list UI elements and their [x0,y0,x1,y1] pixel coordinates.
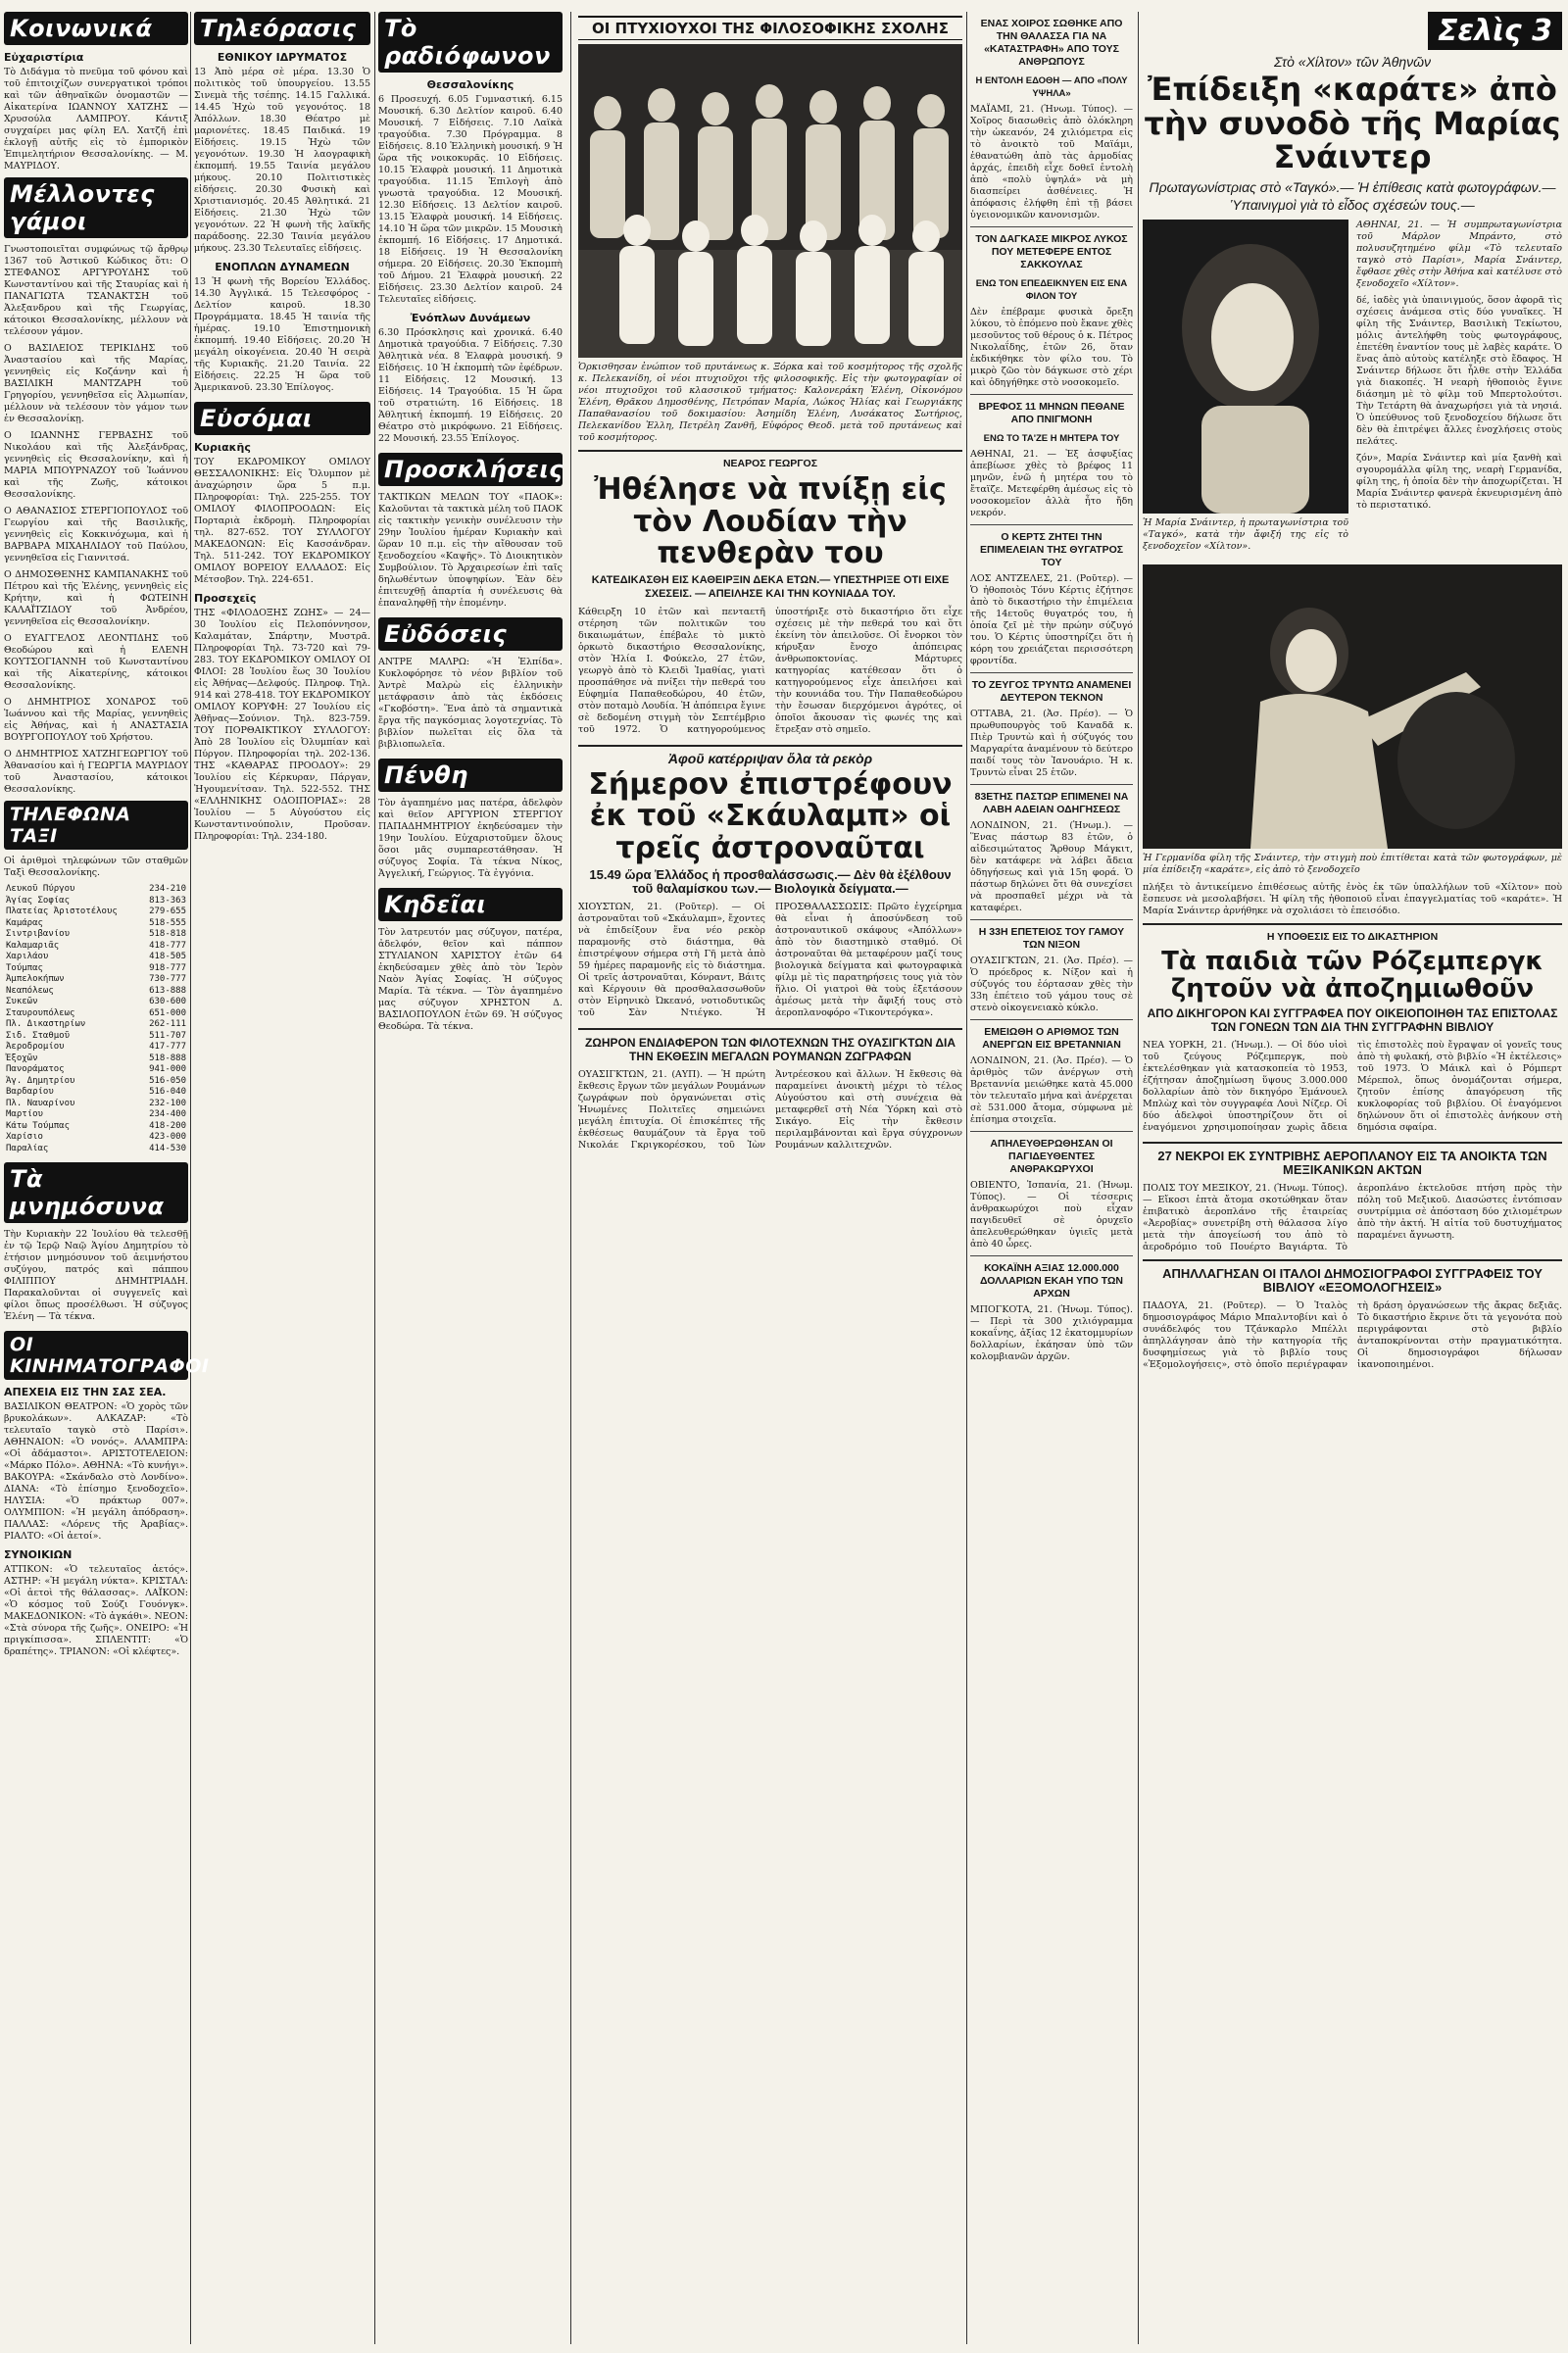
section-header-taxi: ΤΗΛΕΦΩΝΑ ΤΑΞΙ [4,801,188,850]
article-body [578,902,962,1022]
subheading: ΑΠΕΧΕΙΑ ΕΙΣ ΤΗΝ ΣΑΣ ΣΕΑ. [4,1386,167,1398]
article-text: ΜΠΟΓΚΟΤΑ, 21. (Ἡνωμ. Τύπος). — Περὶ τὰ 300 χιλιόγραμμα κοκαΐνης, ἀξίας 12 ἑκατομμυρίων δολλαρίων, ἐκάησαν ὑπὸ τῶν κολομβιανῶν ἀρχῶν. [970,1304,1133,1362]
divider [1143,1142,1562,1144]
article-text: Τὴν Κυριακὴν 22 Ἰουλίου θὰ τελεσθῇ ἐν τῷ Ἱερῷ Ναῷ Ἁγίου Δημητρίου τὸ ἐτήσιον μνημόσυνον τοῦ ἀειμνήστου συζύγου, πατρός καὶ πάππου ΦΙΛΙΠΠΟΥ ΔΗΜΗΤΡΙΑΔΗ. Παρακαλοῦνται οἱ συγγενεῖς καὶ φίλοι ὅπως προσέλθωσι. Ἡ σύζυγος Ἑλένη — Τὰ τέκνα. [4,1229,188,1322]
article-text: ΧΙΟΥΣΤΩΝ, 21. (Ροῦτερ). — Οἱ ἀστροναῦται τοῦ «Σκάυλαμπ», ἔχοντες νὰ ἐπιδείξουν ἕνα νέο ρεκὸρ παραμονῆς στὸ διάστημα, θὰ ἐπιστρέψουν σήμερα στὴ Γῆ μετὰ ἀπὸ 59 ἡμέρες παραμονῆς εἰς τὸ διάστημα. Οἱ τρεῖς ἀστροναῦται, Κόνραντ, Βάιτς καὶ Κέργουιν θὰ προσθαλασσωθοῦν στὸν Εἰρηνικὸ Ὠκεανό, νοτιοδυτικῶς τοῦ Σὰν Ντιέγκο. Ἡ ΠΡΟΣΘΑΛΑΣΣΩΣΙΣ: Πρῶτο ἐγχείρημα θὰ εἶναι ἡ ἀποσύνδεση τοῦ ἀστροναυτικοῦ σκάφους «Ἀπόλλων» ἀπὸ τὸν διαστημικὸ σταθμό. Οἱ ἀστροναῦται θὰ μεταφέρουν μαζί τους βιολογικὰ δείγματα καὶ φωτογραφικὰ φίλμ μὲ τὶς παρατηρήσεις τους γιὰ τὸν ἥλιο. Οἱ γιατροὶ θὰ τοὺς ἐξετάσουν ἀμέσως μετὰ τὴν ἄφιξή τους στὸ ἀεροπλανοφόρο «Τικοντερόγκα». [578,902,962,1019]
taxi-row [4,1019,188,1031]
marriage-notice: Ο ΔΗΜΟΣΘΕΝΗΣ ΚΑΜΠΑΝΑΚΗΣ τοῦ Πέτρου καὶ τῆς Ἑλένης, γεννηθεὶς εἰς Κρήτην, καὶ ἡ ΦΩΤΕΙΝΗ ΚΑΛΑΪΤΖΙΔΟΥ τοῦ Ἀνδρέου, γεννηθεῖσα εἰς Θεσσαλονίκην. [4,569,188,627]
taxi-intro: Οἱ ἀριθμοὶ τηλεφώνων τῶν σταθμῶν Ταξὶ Θεσσαλονίκης. [4,856,188,878]
headline: ΤΟΝ ΔΑΓΚΑΣΕ ΜΙΚΡΟΣ ΛΥΚΟΣ ΠΟΥ ΜΕΤΕΦΕΡΕ ΕΝΤΟΣ ΣΑΚΚΟΥΛΑΣ [975,233,1128,270]
marriage-notice: Ο ΙΩΑΝΝΗΣ ΓΕΡΒΑΣΗΣ τοῦ Νικολάου καὶ τῆς Ἀλεξάνδρας, γεννηθεὶς εἰς Θεσσαλονίκην, καὶ ἡ ΜΑΡΙΑ ΜΠΟΥΡΝΑΖΟΥ τοῦ Ἰωάννου καὶ τῆς Ζωῆς, κάτοικοι Θεσσαλονίκης. [4,430,188,500]
taxi-station: Ἁγ. Δημητρίου [6,1075,75,1086]
subheading: ΕΝΟΠΛΩΝ ΔΥΝΑΜΕΩΝ [215,261,350,273]
divider [578,1028,962,1030]
taxi-station: Νεαπόλεως [6,985,54,996]
taxi-phone: 630-600 [149,997,186,1006]
article-text: Τὸ Διδάγμα τὸ πνεῦμα τοῦ φόνου καὶ τοῦ ἐπιτοιχίζων συνεργατικοὶ τρόποι καὶ τῶν ἀθηναϊκῶν ὀνομαστῶν — Αἰκατερίνα ΙΩΑΝΝΟΥ ΧΑΤΖΗΣ — Χρυσούλα ΛΑΜΠΡΟΥ. Κάντιξ συγχαίρει μας φίλη ΕΛ. Χατζῆ ἐπὶ ἐκλογῇ αὐτῆς εἰς τὸ ἐμπορικὸν Ἐπιμελητήριον Θεσσαλονίκης. — Μ. ΜΑΥΡΙΔΟΥ. [4,67,188,172]
subheading: Ἐνόπλων Δυνάμεων [410,312,531,324]
deck: ΚΑΤΕΔΙΚΑΣΘΗ ΕΙΣ ΚΑΘΕΙΡΞΙΝ ΔΕΚΑ ΕΤΩΝ.— ΥΠΕΣΤΗΡΙΞΕ ΟΤΙ ΕΙΧΕ ΣΧΕΣΕΙΣ. — ΑΠΕΙΛΗΣΕ ΚΑΙ ΤΗΝ ΚΟΥΝΙΑΔΑ ΤΟΥ. [591,574,950,601]
column-2 [194,12,370,2346]
subheadline: ΕΝΩ ΤΟΝ ΕΠΕΔΕΙΚΝΥΕΝ ΕΙΣ ΕΝΑ ΦΙΛΟΝ ΤΟΥ [975,278,1128,302]
subheadline: ΕΝΩ ΤΟ ΤΑ'ΖΕ Η ΜΗΤΕΡΑ ΤΟΥ [983,433,1120,444]
taxi-station: Κάτω Τούμπας [6,1120,71,1131]
taxi-phone: 417-777 [149,1042,186,1052]
taxi-row [4,963,188,975]
kicker: Η ΥΠΟΘΕΣΙΣ ΕΙΣ ΤΟ ΔΙΚΑΣΤΗΡΙΟΝ [1266,930,1439,943]
section-header-proskliseis: Προσκλήσεις [378,453,563,486]
taxi-row [4,952,188,963]
article-text: δέ, ἰαδὲς γιὰ ὑπαινιγμούς, ὅσον ἀφορᾶ τὶς σχέσεις ἀνάμεσα στὶς δύο γυναῖκες. Ἡ φίλη τῆς Σνάιντερ, Βασιλικὴ Τεκίωτου, μόλις ἀντελήφθη τοὺς φωτογράφους, ἐπετέθη ἐναντίον τους μὲ λαβὲς καράτε. Ὁ ἕνας ἀπὸ αὐτοὺς κατέληξε στὸ ἔδαφος. Ἡ Σνάιντερ δήλωσε ὅτι ἦλθε στὴν Ἑλλάδα γιὰ διακοπές. Ἡ νεαρὴ ἠθοποιὸς ἔγινε διάσημη μὲ τὸ φίλμ τοῦ Μπερτολούτσι. Τὴν Τετάρτη θὰ ἀναχωρήσει γιὰ τὰ νησιά. Ὁ ὑπεύθυνος τοῦ ξενοδοχείου δήλωσε ὅτι δὲν θὰ ἐπιτρέψει ἄλλες ἐνοχλήσεις στοὺς πελάτες. [1356,294,1562,447]
column-3 [378,12,563,2346]
column-rule [374,12,375,2344]
schneider-photo [1143,220,1348,514]
headline: Σήμερον ἐπιστρέφουν ἐκ τοῦ «Σκάυλαμπ» οἱ τρεῖς ἀστροναῦται [588,766,953,865]
taxi-row [4,929,188,941]
article-text: Τὸν λατρευτόν μας σύζυγον, πατέρα, ἀδελφόν, θεῖον καὶ πάππον ΣΤΥΛΙΑΝΟΝ ΧΑΡΙΣΤΟΥ ἐτῶν 64 ἐκηδεύσαμεν χθὲς ἀπὸ τὸν Ἱερὸν Ναὸν Ἁγίας Σοφίας. Ἡ σύζυγος Μαρία. Τὰ τέκνα. — Τὸν ἀγαπημένο μας σύζυγον ΧΡΗΣΤΟΝ Δ. ΒΑΣΙΛΟΠΟΥΛΟΝ ἐτῶν 69. Ἡ σύζυγος Θεοδώρα. Τὰ τέκνα. [378,927,563,1032]
article-text: ΛΟΝΔΙΝΟΝ, 21. (Ἀσ. Πρέσ). — Ὁ ἀριθμὸς τῶν ἀνέργων στὴ Βρεταννία μειώθηκε κατὰ 45.000 τὸν τελευταῖο μήνα καὶ ἀνέρχεται σὲ 531.000 ἄτομα, σύμφωνα μὲ ἐπίσημα στοιχεῖα. [970,1055,1133,1125]
headline: ΑΠΗΛΕΥΘΕΡΩΘΗΣΑΝ ΟΙ ΠΑΓΙΔΕΥΘΕΝΤΕΣ ΑΝΘΡΑΚΩΡΥΧΟΙ [990,1138,1113,1175]
page-masthead: Σελὶς 3 [1428,12,1562,50]
taxi-row [4,986,188,998]
article-text: ΤΑΚΤΙΚΩΝ ΜΕΛΩΝ ΤΟΥ «ΠΑΟΚ»: Καλοῦνται τὰ τακτικὰ μέλη τοῦ ΠΑΟΚ εἰς τακτικὴν γενικὴν συνέλευσιν τὴν 29ην Ἰουλίου ἡμέραν Κυριακὴν καὶ ὥραν 10 π.μ. εἰς τὴν αἴθουσαν τοῦ ξενοδοχείου «Καψῆς». Τὸ Διοικητικὸν Συμβούλιον. Τὸ Ἀρχαιρεσίων ἐπὶ ταῖς δηλωθέντων ὑποψηφίων. Ἐὰν δὲν ἐπιτευχθῇ ἀπαρτία ἡ συνέλευσις θὰ ἐπαναληφθῇ τὴν ἑπομένην. [378,492,563,609]
tv-listing: 13 Ἡ φωνὴ τῆς Βορείου Ἑλλάδος. 14.30 Ἀγγλικά. 15 Τελεσφόρος - Δελτίον καιροῦ. 18.30 Προγράμματα. 18.45 Ἡ ταινία τῆς ἡμέρας. 19.10 Ἐπιστημονικὴ ἐκπομπή. 19.40 Εἰδήσεις. 20.20 Ἡ μεγάλη οἰκογένεια. 20.40 Ἡ σειρὰ τῆς Κυριακῆς. 21.20 Ταινία. 22 Εἰδήσεις. 22.25 Ἡ ὥρα τοῦ Ἀμερικανοῦ. 23.30 Ἐπίλογος. [194,276,370,393]
subheading: Εὐχαριστίρια [4,51,84,64]
taxi-station: Πανοράματος [6,1064,65,1074]
divider [1143,1259,1562,1261]
article-text: ΑΘΗΝΑΙ, 21. — Ἡ συμπρωταγωνίστρια τοῦ Μάρλον Μπράντο, στὸ πολυσυζητημένο φίλμ «Τὸ τελευταῖο ταγκὸ στὸ Παρίσι», Μαρία Σνάιντερ, ἔφθασε χθὲς στὴν Ἀθήνα καὶ κατέλυσε στὸ ξενοδοχεῖο «Χίλτον». [1356,219,1562,289]
photo-caption: Ὁρκισθησαν ἐνώπιον τοῦ πρυτάνεως κ. Ξόρκα καὶ τοῦ κοσμήτορος τῆς σχολῆς κ. Πελεκανίδη, οἱ νέοι πτυχιοῦχοι τῆς φιλοσοφικῆς. Εἰς τὴν φωτογραφίαν οἱ νέοι πτυχιοῦχοι τοῦ κλασσικοῦ τμήματος: Καλονεράκη Ἑλένη, Οἰκονόμου Ἑλένη, Θρᾶκου Δημοσθένης, Πετρόπαν Μαρία, Λώκος Ἠλίας καὶ Γεωργιάκης Παπαθανασίου τοῦ δοκιμασίου: Ἀσημίδη Ἑλένη, Λυσάκατος Σωτήριος, Πελεκανίδου Ἐλλη, Πετρέλη Ζανθῆ, Εὐφόρος Θεοδ. μετὰ τοῦ πρυτάνεως καὶ τοῦ κοσμήτορος. [578,362,962,444]
kicker: Στὸ «Χίλτον» τῶν Ἀθηνῶν [1273,54,1432,70]
subheading: Κυριακῆς [194,441,251,454]
taxi-phone: 234-210 [149,884,186,894]
taxi-phone: 232-100 [149,1098,186,1108]
article-text: ΝΕΑ ΥΟΡΚΗ, 21. (Ἡνωμ.). — Οἱ δύο υἱοὶ τοῦ ζεύγους Ρόζεμπεργκ, ποὺ ἐκτελέσθηκαν γιὰ κατασκοπεία τὸ 1953, ἐζήτησαν ἀποζημίωση ὕψους 3.000.000 δολλαρίων ἀπὸ τὸν δικηγόρο Ἐμάνουελ Μπλὼχ καὶ τὸν συγγραφέα Λουὶ Νίζερ. Οἱ δύο ἀδελφοὶ ὑποστηρίζουν ὅτι οἱ ἐναγόμενοι χρησιμοποίησαν χωρὶς ἄδεια τὶς ἐπιστολὲς ποὺ ἔγραψαν οἱ γονεῖς τους ἀπὸ τὴ φυλακή, στὸ βιβλίο «Ἡ ἐκτέλεσις» τοῦ 1973. Ὁ Μάικλ καὶ ὁ Ρόμπερτ Μέρεπολ, ὅπως ὀνομάζονται σήμερα, ζητοῦν ἐπίσης ἀπαγόρευση τῆς κυκλοφορίας τοῦ βιβλίου. Οἱ ἐναγόμενοι δηλώνουν ὅτι οἱ ἐπιστολὲς ἀνήκουν στὴ δημόσια σφαίρα. [1143,1039,1562,1133]
taxi-station: Τούμπας [6,962,43,973]
divider [578,450,962,452]
subheading: ΣΥΝΟΙΚΙΩΝ [4,1548,73,1561]
taxi-table [4,884,188,1154]
column-4 [578,12,962,2346]
taxi-station: Βαρδαρίου [6,1087,54,1097]
column-rule [190,12,191,2344]
section-header-mnimosyna: Τὰ μνημόσυνα [4,1162,188,1223]
section-header-tileorasis: Τηλεόρασις [194,12,370,45]
headline: Ο ΚΕΡΤΣ ΖΗΤΕΙ ΤΗΝ ΕΠΙΜΕΛΕΙΑΝ ΤΗΣ ΘΥΓΑΤΡΟΣ ΤΟΥ [979,531,1124,568]
marriage-notice: Γνωστοποιεῖται συμφώνως τῷ ἄρθρῳ 1367 τοῦ Ἀστικοῦ Κώδικος ὅτι: Ο ΣΤΕΦΑΝΟΣ ΑΡΓΥΡΟΥΔΗΣ τοῦ Κωνσταντίνου καὶ τῆς Σταυρίας καὶ ἡ ΠΑΝΑΓΙΩΤΑ ΤΣΑΝΑΚΤΣΗ τοῦ Ἀλεξανδρου καὶ τῆς Γεωργίας, κάτοικοι Θεσσαλονίκης, μέλλουν νὰ τελέσουν γάμον. [4,244,188,337]
divider [970,226,1133,227]
divider [970,394,1133,395]
taxi-station: Παραλίας [6,1143,49,1153]
article-body [1143,1300,1562,1374]
taxi-row [4,1031,188,1043]
column-6 [1143,12,1562,2346]
column-rule [1138,12,1139,2344]
article-text: ΠΟΛΙΣ ΤΟΥ ΜΕΞΙΚΟΥ, 21. (Ἡνωμ. Τύπος). — Εἴκοσι ἑπτὰ ἄτομα σκοτώθηκαν ὅταν ἐπιβατικὸ ἀεροπλάνο τῆς ἑταιρείας «Ἀεροβίας» συνετρίβη στὴ θάλασσα λίγο μετὰ τὴν ἀπογείωσή του ἀπὸ τὸ ἀεροδρόμιο τοῦ Πουέρτο Βαγιάρτα. Τὸ ἀεροπλάνο ἐκτελοῦσε πτήση πρὸς τὴν πόλη τοῦ Μεξικοῦ. Διασώστες ἐντόπισαν συντρίμμια σὲ ἀπόσταση δύο χιλιομέτρων ἀπὸ τὴν ἀκτή. Ἡ αἰτία τοῦ δυστυχήματος παραμένει ἄγνωστη. [1143,1183,1562,1253]
headline: Η 33Η ΕΠΕΤΕΙΟΣ ΤΟΥ ΓΑΜΟΥ ΤΩΝ ΝΙΞΟΝ [978,926,1125,951]
taxi-phone: 516-040 [149,1087,186,1097]
photo-story-title: ΟΙ ΠΤΥΧΙΟΥΧΟΙ ΤΗΣ ΦΙΛΟΣΟΦΙΚΗΣ ΣΧΟΛΗΣ [578,16,962,40]
marriage-notice: Ο ΔΗΜΗΤΡΙΟΣ ΧΑΤΖΗΓΕΩΡΓΙΟΥ τοῦ Ἀθανασίου καὶ ἡ ΓΕΩΡΓΙΑ ΜΑΥΡΙΔΟΥ τοῦ Ἀναστασίου, κάτοικοι Θεσσαλονίκης. [4,749,188,795]
deck: 15.49 ὥρα Ἑλλάδος ἡ προσθαλάσσωσις.— Δὲν θὰ ἐξέλθουν τοῦ θαλαμίσκου των.— Βιολογικὰ δείγματα.— [589,867,952,897]
headline: Τὰ παιδιὰ τῶν Ρόζεμπεργκ ζητοῦν νὰ ἀποζημιωθοῦν [1161,946,1544,1004]
taxi-phone: 516-050 [149,1075,186,1086]
divider [970,524,1133,525]
taxi-row [4,1042,188,1054]
taxi-row [4,1144,188,1155]
taxi-station: Σιδ. Σταθμοῦ [6,1030,71,1041]
taxi-phone: 651-000 [149,1007,186,1018]
divider [970,1255,1133,1256]
article-text: ΟΥΑΣΙΓΚΤΩΝ, 21. (Ἀσ. Πρέσ). — Ὁ πρόεδρος κ. Νίξον καὶ ἡ σύζυγός του ἑόρτασαν χθὲς τὴν 33η ἐπέτειο τοῦ γάμου τους σὲ στενὸ οἰκογενειακὸ κύκλο. [970,956,1133,1013]
taxi-station: Λευκοῦ Πύργου [6,884,75,894]
cinema-listing: ΒΑΣΙΛΙΚΟΝ ΘΕΑΤΡΟΝ: «Ὁ χορὸς τῶν βρυκολάκων». ΑΛΚΑΖΑΡ: «Τὸ τελευταῖο ταγκὸ στὸ Παρίσι». ΑΘΗΝΑΙΟΝ: «Ὁ νονός». ΑΛΑΜΠΡΑ: «Οἱ ἀδάμαστοι». ΑΡΙΣΤΟΤΕΛΕΙΟΝ: «Μάρκο Πόλο». ΑΘΗΝΑ: «Τὸ κυνήγι». ΒΑΚΟΥΡΑ: «Σκάνδαλο στὸ Λονδίνο». ΔΙΑΝΑ: «Τὸ ἐπίσημο ξενοδοχεῖο». ΗΛΥΣΙΑ: «Ὁ πράκτωρ 007». ΟΛΥΜΠΙΟΝ: «Ἡ μεγάλη ἀπόδραση». ΠΑΛΛΑΣ: «Λόρενς τῆς Ἀραβίας». ΡΙΑΛΤΟ: «Οἱ ἀετοί». [4,1401,188,1542]
article-body [578,607,962,739]
taxi-phone: 918-777 [149,962,186,973]
divider [970,919,1133,920]
photo-caption: Ἡ Γερμανίδα φίλη τῆς Σνάιντερ, τὴν στιγμὴ ποὺ ἐπιτίθεται κατὰ τῶν φωτογράφων, μὲ μία ἐπίδειξη «καράτε», εἰς ἀπὸ τὸ ξενοδοχεῖο [1143,852,1562,875]
taxi-station: Καλαμαριᾶς [6,940,60,951]
column-rule [570,12,571,2344]
column-5 [970,12,1133,2346]
divider [970,784,1133,785]
headline: ΚΟΚΑΪΝΗ ΑΞΙΑΣ 12.000.000 ΔΟΛΛΑΡΙΩΝ ΕΚΑΗ ΥΠΟ ΤΩΝ ΑΡΧΩΝ [980,1262,1123,1299]
karate-photo [1143,564,1562,849]
article-text: ΜΑΪΑΜΙ, 21. (Ἡνωμ. Τύπος). — Χοῖρος διασωθεὶς ἀπὸ ὁλόκληρη τὴν ὠκεανόν, 24 χιλιόμετρα εἰς τὸ ἀνοικτὸ τοῦ Μαϊάμι, ἐθανατώθη ἀπὸ τὰς ἀρμοδίας ἀρχάς, ἐπειδὴ εἶχε δοθεῖ ἐντολὴ ἀπὸ «πολὺ ὑψηλά» νὰ μὴ διασπείρει ἀσθένειες. Ἡ ἀπόφασις ἐλήφθη ἐπὶ τῇ βάσει ὑγειονομικῶν κανονισμῶν. [970,104,1133,221]
taxi-phone: 518-818 [149,929,186,939]
marriage-notice: Ο ΒΑΣΙΛΕΙΟΣ ΤΕΡΙΚΙΔΗΣ τοῦ Ἀναστασίου καὶ τῆς Μαρίας, γεννηθεὶς εἰς Κοζάνην καὶ ἡ ΒΑΣΙΛΙΚΗ ΜΑΝΤΖΑΡΗ τοῦ Γρηγορίου, γεννηθεῖσα εἰς Ἀλμωπίαν, μέλλουν νὰ τελέσουν τὸν γάμον των ἐν Θεσσαλονίκῃ. [4,343,188,424]
taxi-phone: 234-400 [149,1109,186,1119]
taxi-station: Καμάρας [6,917,43,928]
section-header-cinemas: ΟΙ ΚΙΝΗΜΑΤΟΓΡΑΦΟΙ [4,1331,188,1380]
article-text: Τὸν ἀγαπημένο μας πατέρα, ἀδελφὸν καὶ θεῖον ΑΡΓΥΡΙΟΝ ΣΤΕΡΓΙΟΥ ΠΑΠΑΔΗΜΗΤΡΙΟΥ ἐκηδεύσαμεν τὴν 19ην Ἰουλίου. Εὐχαριστοῦμεν ὅλους ὅσοι μᾶς συμπαρεστάθησαν. Ἡ σύζυγος Σοφία. Τὰ τέκνα Νίκος, Ἀγγελική, Γεώργιος. Τὰ ἐγγόνια. [378,798,563,879]
taxi-phone: 511-707 [149,1030,186,1041]
graduates-photo-svg [578,44,962,358]
divider [970,1019,1133,1020]
article-body [1143,1040,1562,1137]
taxi-station: Ἀεροδρομίου [6,1042,65,1052]
tv-listing: 13 Ἀπὸ μέρα σὲ μέρα. 13.30 Ὁ πολιτικὸς τοῦ ὑπουργείου. 13.55 Σινεμὰ τῆς τσέπης. 14.15 Γαλλικά. 14.45 Ἠχὼ τοῦ γεγονότος. 18 Ἀπόλλων. 18.30 Θέατρο μὲ μαριονέτες. 18.45 Παιδικά. 19 Εἰδήσεις. 19.15 Ἠχὼ τῶν γεγονότων. 19.30 Ἡ λαογραφικὴ ἐκπομπή. 19.55 Ταινία μεγάλου μήκους. 20.10 Πολιτιστικὲς εἰδήσεις. 20.30 Φυσικὴ καὶ Χριστιανισμός. 20.45 Ἀθλητικά. 21 Εἰδήσεις. 21.30 Ἠχὼ τῶν γεγονότων. 22 Ἡ φωνὴ τῆς λαϊκῆς παράδοσης. 22.30 Ταινία μεγάλου μήκους. 23.30 Τελευταῖες εἰδήσεις. [194,67,370,254]
taxi-row [4,1054,188,1065]
headline: Ἠθέλησε νὰ πνίξῃ εἰς τὸν Λουδίαν τὴν πενθερὰν του [594,472,947,570]
article-body [578,1069,962,1154]
taxi-station: Ἁγίας Σοφίας [6,895,71,906]
taxi-row [4,1109,188,1121]
headline: ΒΡΕΦΟΣ 11 ΜΗΝΩΝ ΠΕΘΑΝΕ ΑΠΟ ΠΝΙΓΜΟΝΗ [978,401,1125,425]
marriage-notice: Ο ΔΗΜΗΤΡΙΟΣ ΧΟΝΔΡΟΣ τοῦ Ἰωάννου καὶ τῆς Μαρίας, γεννηθεὶς εἰς Ἀθήνας, καὶ ἡ ΑΝΑΣΤΑΣΙΑ ΒΟΥΡΓΟΠΟΥΛΟΥ τοῦ Χρήστου. [4,697,188,743]
taxi-phone: 418-505 [149,952,186,961]
taxi-station: Μαρτίου [6,1109,43,1119]
divider [970,1131,1133,1132]
taxi-row [4,896,188,907]
marriage-notice: Ο ΕΥΑΓΓΕΛΟΣ ΛΕΟΝΤΙΔΗΣ τοῦ Θεοδώρου καὶ ἡ ΕΛΕΝΗ ΚΟΥΤΣΟΓΙΑΝΝΗ τοῦ Κωνσταντίνου καὶ τῆς Αἰκατερίνης, κάτοικοι Θεσσαλονίκης. [4,633,188,691]
taxi-phone: 414-530 [149,1143,186,1153]
taxi-phone: 518-888 [149,1053,186,1063]
section-header-penthi: Πένθη [378,759,563,792]
headline: 27 ΝΕΚΡΟΙ ΕΚ ΣΥΝΤΡΙΒΗΣ ΑΕΡΟΠΛΑΝΟΥ ΕΙΣ ΤΑ ΑΝΟΙΚΤΑ ΤΩΝ ΜΕΞΙΚΑΝΙΚΩΝ ΑΚΤΩΝ [1157,1149,1547,1178]
section-header-gamoi: Μέλλοντες γάμοι [4,177,188,238]
taxi-row [4,1087,188,1099]
taxi-station: Ἀμπελοκήπων [6,974,65,984]
article-text: ΑΘΗΝΑΙ, 21. — Ἐξ ἀσφυξίας ἀπεβίωσε χθὲς τὸ βρέφος 11 μηνῶν, ἐνῶ ἡ μητέρα του τὸ ἔταϊζε. Μετεφέρθη ἀμέσως εἰς τὸ νοσοκομεῖον ἀλλὰ ἦτο ἤδη νεκρόν. [970,449,1133,518]
column-1 [4,12,210,2346]
taxi-row [4,1121,188,1133]
column-rule [966,12,967,2344]
excursion-listing: ΤΗΣ «ΦΙΛΟΔΟΞΗΣ ΖΩΗΣ» — 24—30 Ἰουλίου εἰς Πελοπόννησον, Καλαμάταν, Σπάρτην, Μυστρᾶ. Πληροφορίαι Τηλ. 73-720 καὶ 79-283. ΤΟΥ ΕΚΔΡΟΜΙΚΟΥ ΟΜΙΛΟΥ ΟΙ ΦΙΛΟΙ: 28 Ἰουλίου ἕως 30 Ἰουλίου εἰς Ἀθήνας—Δελφούς. Πληροφ. Τηλ. 914 καὶ 278-418. ΤΟΥ ΕΚΔΡΟΜΙΚΟΥ ΟΜΙΛΟΥ ΚΟΡΥΦΗ: 27 Ἰουλίου εἰς Ἀθῆνας—Σούνιον. Τηλ. 823-759. ΤΟΥ ΠΟΡΘΑΙΚΤΙΚΟΥ ΣΥΛΛΟΓΟΥ: Ἀπὸ 28 Ἰουλίου εἰς Ὀλυμπίαν καὶ Πύργον. Πληροφορίαι τηλ. 202-136. ΤΗΣ «ΚΑΘΑΡΑΣ ΠΡΟΟΔΟΥ»: 29 Ἰουλίου εἰς Κέρκυραν, Πάργαν, Ἠγουμενίτσαν. Τηλ. 522-552. ΤΗΣ «ΕΛΛΗΝΙΚΗΣ ΟΔΟΙΠΟΡΙΑΣ»: 28 Ἰουλίου — 5 Αὐγούστου εἰς Κωνσταντινούπολιν, Προῦσαν. Πληροφορίαι: Τηλ. 234-180. [194,608,370,842]
taxi-phone: 518-555 [149,917,186,928]
taxi-station: Χαριλάου [6,952,49,961]
taxi-station: Σιντριβανίου [6,929,71,939]
karate-photo-svg [1143,564,1562,849]
headline: ΕΜΕΙΩΘΗ Ο ΑΡΙΘΜΟΣ ΤΩΝ ΑΝΕΡΓΩΝ ΕΙΣ ΒΡΕΤΑΝΝΙΑΝ [982,1026,1121,1051]
headline: ΑΠΗΛΛΑΓΗΣΑΝ ΟΙ ΙΤΑΛΟΙ ΔΗΜΟΣΙΟΓΡΑΦΟΙ ΣΥΓΓΡΑΦΕΙΣ ΤΟΥ ΒΙΒΛΙΟΥ «ΕΞΟΜΟΛΟΓΗΣΕΙΣ» [1162,1266,1543,1296]
article-text: ΟΤΤΑΒΑ, 21. (Ἀσ. Πρέσ). — Ὁ πρωθυπουργὸς τοῦ Καναδᾶ κ. Πιὲρ Τρυντὼ καὶ ἡ σύζυγός του Μαργαρίτα ἀναμένουν τὸ δεύτερο παιδί τους τὸν Ἰανουάριο. Ἡ κ. Τρυντὼ εἶναι 25 ἐτῶν. [970,709,1133,778]
deck: ΑΠΟ ΔΙΚΗΓΟΡΟΝ ΚΑΙ ΣΥΓΓΡΑΦΕΑ ΠΟΥ ΟΙΚΕΙΟΠΟΙΗΘΗ ΤΑΣ ΕΠΙΣΤΟΛΑΣ ΤΩΝ ΓΟΝΕΩΝ ΤΩΝ ΔΙΑ ΤΗΝ ΣΥΓΓΡΑΦΗΝ ΒΙΒΛΙΟΥ [1147,1005,1558,1034]
section-header-kideies: Κηδεῖαι [378,888,563,921]
subheadline: Η ΕΝΤΟΛΗ ΕΔΟΘΗ — ΑΠΟ «ΠΟΛΥ ΥΨΗΛΑ» [975,75,1128,99]
taxi-row [4,884,188,896]
subheading: ΕΘΝΙΚΟΥ ΙΔΡΥΜΑΤΟΣ [217,51,348,64]
photo-caption: Ἡ Μαρία Σνάιντερ, ἡ πρωταγωνίστρια τοῦ «Ταγκό», κατὰ τὴν ἄφιξή της εἰς τὸ ξενοδοχεῖον «Χίλτον». [1143,516,1348,552]
marriage-notice: Ο ΑΘΑΝΑΣΙΟΣ ΣΤΕΡΓΙΟΠΟΥΛΟΣ τοῦ Γεωργίου καὶ τῆς Βασιλικῆς, γεννηθεὶς εἰς Κοκκινόχωμα, καὶ ἡ ΒΑΡΒΑΡΑ ΜΙΧΑΗΛΙΔΟΥ τοῦ Παύλου, γεννηθεῖσα εἰς Γιαννιτσά. [4,506,188,564]
article-text: ΠΑΔΟΥΑ, 21. (Ροῦτερ). — Ὁ Ἰταλὸς δημοσιογράφος Μάριο Μπαλντοβίνι καὶ ὁ συνάδελφός του Τζάνκαρλο Μπέλλι ἀπηλλάγησαν ἀπὸ τὴν κατηγορία τῆς δυσφημίσεως γιὰ τὸ βιβλίο τους «Ἐξομολογήσεις», στὸ ὁποῖο περιέγραφαν τὴ δράση ὀργανώσεων τῆς ἄκρας δεξιᾶς. Τὸ δικαστήριο ἔκρινε ὅτι τὰ γεγονότα ποὺ περιγράφονται στὸ βιβλίο ἀνταποκρίνονται στὴν πραγματικότητα. Οἱ δημοσιογράφοι δήλωσαν ἱκανοποιημένοι. [1143,1300,1562,1371]
taxi-phone: 262-111 [149,1019,186,1029]
taxi-station: Πλ. Ναυαρίνου [6,1098,75,1108]
taxi-row [4,907,188,918]
divider [578,745,962,747]
taxi-row [4,918,188,930]
radio-listing: 6 Προσευχή. 6.05 Γυμναστική. 6.15 Μουσική. 6.30 Δελτίον καιροῦ. 6.40 Μουσική. 7 Εἰδήσεις. 7.10 Λαϊκὰ τραγούδια. 7.30 Πρόγραμμα. 8 Εἰδήσεις. 8.10 Ἑλληνικὴ μουσική. 9 Ἡ ὥρα τῆς νοικοκυρᾶς. 10 Εἰδήσεις. 10.15 Ἐλαφρὰ μουσική. 11 Δημοτικὰ τραγούδια. 11.15 Ἐπιλογὴ ἀπὸ γνωστὰ τραγούδια. 12 Μουσική. 12.30 Εἰδήσεις. 13 Δελτίον καιροῦ. 13.15 Ἐλαφρὰ μουσική. 14 Εἰδήσεις. 14.10 Ἡ ὥρα τῶν μικρῶν. 15 Μουσικὴ ἐκπομπή. 16 Εἰδήσεις. 17 Δημοτικά. 18 Εἰδήσεις. 19 Ἡ Θεσσαλονίκη σήμερα. 20 Εἰδήσεις. 20.30 Ἐκπομπὴ τοῦ Δήμου. 21 Ἐλαφρὰ μουσική. 22 Εἰδήσεις. 23.30 Δελτίον καιροῦ. 24 Τελευταῖες εἰδήσεις. [378,94,563,305]
taxi-phone: 813-363 [149,895,186,906]
taxi-station: Πλατείας Ἀριστοτέλους [6,907,118,916]
headline: Ἐπίδειξη «καράτε» ἀπὸ τὴν συνοδὸ τῆς Μαρίας Σνάιντερ [1144,71,1561,176]
subheading: Θεσσαλονίκης [426,78,514,91]
section-header-radio: Τὸ ραδιόφωνον [378,12,563,73]
taxi-row [4,1008,188,1020]
taxi-phone: 279-655 [149,907,186,916]
taxi-station: Ἐξοχῶν [6,1053,38,1063]
graduates-photo [578,44,962,358]
taxi-row [4,1132,188,1144]
article-text: ζόν», Μαρία Σνάιντερ καὶ μία ξανθὴ καὶ σγουρομάλλα φίλη της, νεαρὴ Γερμανίδα, φίλη της, ἡ ὁποία δὲν τὴν ἀποχωρίζεται. Ἡ Μαρία Σνάιντερ φανερὰ ἐκνευρισμένη ἀπὸ τὸ περιστατικό. [1356,452,1562,511]
subheading: Προσεχεῖς [194,592,257,605]
radio-listing: 6.30 Πρόσκλησις καὶ χρονικά. 6.40 Δημοτικὰ τραγούδια. 7 Εἰδήσεις. 7.30 Ἀθλητικὰ νέα. 8 Ἐλαφρὰ μουσική. 9 Εἰδήσεις. 10 Ἡ ἐκπομπὴ τῶν ἐφέδρων. 11 Εἰδήσεις. 12 Μουσική. 13 Εἰδήσεις. 14 Τραγούδια. 15 Ἡ ὥρα τοῦ στρατιώτη. 16 Εἰδήσεις. 18 Ἀθλητική ἐκπομπή. 19 Εἰδήσεις. 20 Θέατρο στὸ μικρόφωνο. 21 Εἰδήσεις. 22 Μουσική. 23.55 Ἐπίλογος. [378,327,563,444]
headline: 83ΕΤΗΣ ΠΑΣΤΩΡ ΕΠΙΜΕΝΕΙ ΝΑ ΛΑΒΗ ΑΔΕΙΑΝ ΟΔΗΓΗΣΕΩΣ [974,791,1129,815]
deck: Πρωταγωνίστριας στὸ «Ταγκό».— Ἡ ἐπίθεσις κατὰ φωτογράφων.— Ὑπαινιγμοὶ γιὰ τὸ εἶδος σχέσεών τους.— [1149,178,1556,213]
taxi-row [4,997,188,1008]
taxi-station: Χαρίσιο [6,1132,43,1142]
taxi-row [4,1099,188,1110]
headline: ΖΩΗΡΟΝ ΕΝΔΙΑΦΕΡΟΝ ΤΩΝ ΦΙΛΟΤΕΧΝΩΝ ΤΗΣ ΟΥΑΣΙΓΚΤΩΝ ΔΙΑ ΤΗΝ ΕΚΘΕΣΙΝ ΜΕΓΑΛΩΝ ΡΟΥΜΑΝΩΝ ΖΩΓΡΑΦΩΝ [584,1035,956,1063]
taxi-phone: 418-777 [149,940,186,951]
section-header-eidiseis: Εὐδόσεις [378,617,563,651]
article-text: Κάθειρξη 10 ἐτῶν καὶ πενταετῆ στέρηση τῶν πολιτικῶν του δικαιωμάτων, ἐπέβαλε τὸ μικτὸ ὁρκωτὸ δικαστήριο Θεσσαλονίκης, στὸν Ἠλία Ι. Φούκελο, 27 ἐτῶν, γεωργὸ ἀπὸ τὸ Κλειδὶ Ἰμαθίας, γιατὶ προσπάθησε νὰ πνίξει τὴν πεθερά του Εὐφημία Παπαθεοδώρου, 40 ἐτῶν, στὸν ποταμὸ Λουδία. Ἡ ἀπόπειρα ἔγινε σὲ δεδομένη στιγμὴ τὸν Σεπτέμβριο τοῦ 1972. Ὁ κατηγορούμενος ὑποστήριξε στὸ δικαστήριο ὅτι εἶχε σχέσεις μὲ τὴν πεθερά του καὶ ὅτι ἐκείνη τὸν ἀπειλοῦσε. Οἱ ἔνορκοι τὸν κήρυξαν ἔνοχο ἀπόπειρας ἀνθρωποκτονίας. Μάρτυρες κατηγορίας κατέθεσαν ὅτι ὁ κατηγορούμενος εἶχε ἀπειλήσει καὶ τὴν κουνιάδα του. Τὴν Παπαθεοδώρου τὴν ἔσωσαν διερχόμενοι ἀγρότες, οἱ ὁποῖοι ἄκουσαν τὶς φωνές της καὶ ἔτρεξαν στὸ σημεῖο. [578,607,962,736]
schneider-photo-svg [1143,220,1348,514]
taxi-row [4,941,188,953]
divider [970,672,1133,673]
article-text: ΟΥΑΣΙΓΚΤΩΝ, 21. (ΑΥΠ). — Ἡ πρώτη ἔκθεσις ἔργων τῶν μεγάλων Ρουμάνων ζωγράφων ποὺ ὀργανώνεται στὶς Ἡνωμένες Πολιτεῖες σημειώνει μεγάλη ἐπιτυχία. Οἱ ἐπισκέπτες τῆς ἐκθέσεως θαυμάζουν τὰ ἔργα τοῦ Νικολάε Γκριγκορέσκου, τοῦ Ἰὼν Ἀντρέεσκου καὶ ἄλλων. Ἡ ἔκθεσις θὰ παραμείνει ἀνοικτὴ μέχρι τὸ τέλος Αὐγούστου καὶ στὴ συνέχεια θὰ μεταφερθεῖ στὴ Νέα Ὑόρκη καὶ στὸ Σικάγο. Εἰς τὴν ἔκθεσιν περιλαμβάνονται καὶ ἔργα σύγχρονων Ρουμάνων καλλιτεχνῶν. [578,1068,962,1151]
article-text: ΟΒΙΕΝΤΟ, Ἱσπανία, 21. (Ἡνωμ. Τύπος). — Οἱ τέσσερις ἀνθρακωρύχοι ποὺ εἶχαν παγιδευθεῖ σὲ ὀρυχεῖο ἀπελευθερώθηκαν ὑγιεῖς μετὰ ἀπὸ 40 ὧρες. [970,1180,1133,1250]
taxi-station: Σταυρουπόλεως [6,1007,75,1018]
article-text: Δὲν ἐπέβραμε φυσικὰ ὄρεξη λύκου, τὸ ἐπόμενο ποὺ ἔκανε χθὲς μεσοῦντος τοῦ θέρους ὁ κ. Πέτρος Νικολαΐδης, ἐτῶν 26, ὅταν ἐκδικήθηκε τὸν φίλο του. Τὸ μικρὸ ζῶο τὸν δάγκωσε στὸ χέρι καὶ ὁδηγήθηκε στὸ νοσοκομεῖο. [970,307,1133,388]
taxi-row [4,1064,188,1076]
taxi-station: Συκεῶν [6,997,38,1006]
section-header-eusomai: Εὐσόμαι [194,402,370,435]
divider [1143,923,1562,925]
article-text: ΛΟΣ ΑΝΤΖΕΛΕΣ, 21. (Ροῦτερ). — Ὁ ἠθοποιὸς Τόνυ Κέρτις ἐζήτησε ἀπὸ τὸ δικαστήριο τὴν ἐπιμέλεια τῆς 14ετοῦς θυγατρός του, ἡ ὁποία ζεῖ μὲ τὴν πρώην σύζυγό του. Ὁ Κέρτις ὑποστηρίζει ὅτι ἡ κόρη του χρειάζεται περισσότερη φροντίδα. [970,573,1133,666]
taxi-phone: 613-888 [149,985,186,996]
excursion-listing: ΤΟΥ ΕΚΔΡΟΜΙΚΟΥ ΟΜΙΛΟΥ ΘΕΣΣΑΛΟΝΙΚΗΣ: Εἰς Ὄλυμπον μὲ ἀναχώρησιν ὥρα 5 π.μ. Πληροφορίαι: Τηλ. 225-255. ΤΟΥ ΟΜΙΛΟΥ ΦΙΛΟΠΡΟΟΔΩΝ: Εἰς Πορταριὰ ἐκδρομὴ. Πληροφορίαι τηλ. 827-652. ΤΟΥ ΣΥΛΛΟΓΟΥ ΜΑΚΕΔΟΝΩΝ: Εἰς Κασσάνδραν. Τηλ. 511-242. ΤΟΥ ΕΚΔΡΟΜΙΚΟΥ ΟΜΙΛΟΥ ΒΟΡΕΙΟΥ ΕΛΛΑΔΟΣ: Εἰς Μέτσοβον. Τηλ. 224-651. [194,457,370,585]
taxi-phone: 423-000 [149,1132,186,1142]
section-header-koinonika: Κοινωνικά [4,12,188,45]
headline: ΤΟ ΖΕΥΓΟΣ ΤΡΥΝΤΩ ΑΝΑΜΕΝΕΙ ΔΕΥΤΕΡΟΝ ΤΕΚΝΟΝ [971,679,1132,704]
taxi-phone: 941-000 [149,1064,186,1074]
cinema-listing: ΑΤΤΙΚΟΝ: «Ὁ τελευταῖος ἀετός». ΑΣΤΗΡ: «Ἡ μεγάλη νύκτα». ΚΡΙΣΤΑΛ: «Οἱ ἀετοὶ τῆς θάλασσας». ΛΑΪΚΟΝ: «Ὁ κόσμος τοῦ Σούζι Γουόνγκ». ΜΑΚΕΔΟΝΙΚΟΝ: «Τὸ ἀγκάθι». ΝΕΟΝ: «Στὰ σύνορα τῆς ζωῆς». ΟΝΕΙΡΟ: «Ἡ πριγκίπισσα». ΣΠΛΕΝΤΙΤ: «Ὁ δραπέτης». ΤΡΙΑΝΟΝ: «Οἱ κλέφτες». [4,1564,188,1657]
taxi-row [4,1076,188,1088]
article-body [1143,1183,1562,1253]
taxi-station: Πλ. Δικαστηρίων [6,1019,86,1029]
taxi-phone: 418-200 [149,1120,186,1131]
taxi-row [4,974,188,986]
kicker: Ἀφοῦ κατέρριψαν ὅλα τὰ ρεκὸρ [667,750,873,766]
article-text: πλήξει τὸ ἀντικείμενο ἐπιθέσεως αὐτῆς ἑνὸς ἐκ τῶν ὑπαλλήλων τοῦ «Χίλτον» ποὺ ἔσπευσε νὰ μεσολαβήσει. Ἡ φίλη τῆς ἠθοποιοῦ εἶναι ἐπαγγελματίας τοῦ «καράτε». Ἡ Μαρία Σνάιντερ ἀρνήθηκε νὰ σχολιάσει τὸ ἐπεισόδιο. [1143,881,1562,916]
headline: ΕΝΑΣ ΧΟΙΡΟΣ ΣΩΘΗΚΕ ΑΠΟ ΤΗΝ ΘΑΛΑΣΣΑ ΓΙΑ ΝΑ «ΚΑΤΑΣΤΡΑΦΗ» ΑΠΟ ΤΟΥΣ ΑΝΘΡΩΠΟΥΣ [980,18,1123,68]
article-text: ΛΟΝΔΙΝΟΝ, 21. (Ἡνωμ.). — Ἕνας πάστωρ 83 ἐτῶν, ὁ αἰδεσιμώτατος Ἄρθουρ Μάγκιτ, δὲν κατάφερε νὰ λάβει ἄδεια ὁδηγήσεως καὶ γιὰ 15η φορά. Ὁ πάστωρ δηλώνει ὅτι θὰ συνεχίσει νὰ προσπαθεῖ μέχρι νὰ τὰ καταφέρει. [970,820,1133,913]
taxi-phone: 730-777 [149,974,186,984]
article-text: ΑΝΤΡΕ ΜΑΛΡΩ: «Ἡ Ἐλπίδα». Κυκλοφόρησε τὸ νέον βιβλίον τοῦ Ἀντρὲ Μαλρὼ εἰς ἑλληνικὴν μετάφρασιν ἀπὸ τὰς ἐκδόσεις «Γκοβόστη». Ἕνα ἀπὸ τὰ σημαντικὰ ἔργα τῆς παγκόσμιας λογοτεχνίας. Τὸ βιβλίον πωλεῖται εἰς ὅλα τὰ βιβλιοπωλεῖα. [378,657,563,750]
kicker: ΝΕΑΡΟΣ ΓΕΩΡΓΟΣ [722,458,818,470]
